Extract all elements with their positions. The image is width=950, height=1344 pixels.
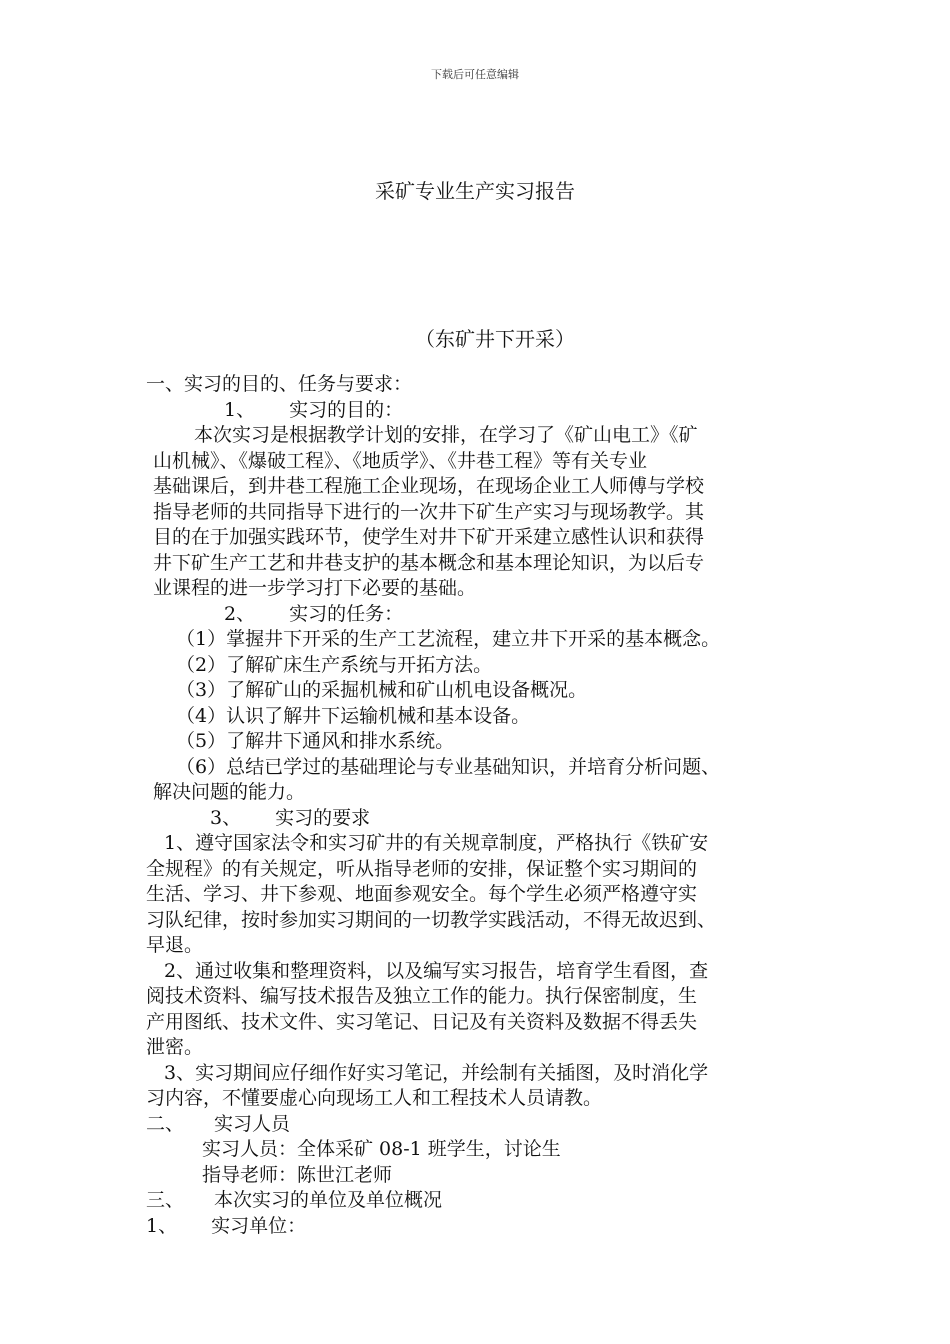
section2-heading — [146, 1112, 826, 1138]
section2-label: 实习人员 — [214, 1112, 291, 1135]
section3-label: 本次实习的单位及单位概况 — [214, 1189, 443, 1211]
requirement-line: 1、遵守国家法令和实习矿井的有关规章制度，严格执行《铁矿安 — [164, 832, 709, 854]
requirements-number: 3、 — [210, 806, 242, 829]
members-line: 实习人员：全体采矿 08-1 班学生，讨论生 — [202, 1138, 561, 1160]
purpose-number: 1、 — [224, 398, 256, 421]
requirement-line: 阅技术资料、编写技术报告及独立工作的能力。执行保密制度，生 — [146, 985, 698, 1007]
paragraph-line: 目的在于加强实践环节，使学生对井下矿开采建立感性认识和获得 — [153, 526, 705, 548]
paragraph-line: 指导老师的共同指导下进行的一次井下矿生产实习与现场教学。其 — [153, 500, 705, 523]
section3-heading — [146, 1188, 826, 1214]
tasks-heading — [146, 602, 826, 628]
paragraph-line: 井下矿生产工艺和井巷支护的基本概念和基本理论知识，为以后专 — [153, 551, 705, 574]
requirement-line: 习内容，不懂要虚心向现场工人和工程技术人员请教。 — [146, 1087, 603, 1109]
requirements-label: 实习的要求 — [275, 806, 371, 829]
section2-number: 二、 — [146, 1112, 185, 1135]
tasks-label: 实习的任务： — [289, 602, 404, 625]
paragraph-line: 业课程的进一步学习打下必要的基础。 — [153, 577, 477, 599]
task-item: （1）掌握井下开采的生产工艺流程，建立井下开采的基本概念。 — [176, 628, 721, 650]
requirement-line: 2、通过收集和整理资料，以及编写实习报告，培育学生看图，查 — [164, 959, 709, 982]
requirement-line: 生活、学习、井下参观、地面参观安全。每个学生必须严格遵守实 — [146, 883, 698, 905]
task-item: （5）了解井下通风和排水系统。 — [176, 730, 455, 752]
purpose-heading — [146, 398, 826, 424]
section3-sub-number: 1、 — [146, 1214, 178, 1237]
document-title: 采矿专业生产实习报告 — [375, 179, 575, 203]
tasks-number: 2、 — [224, 602, 256, 625]
requirement-line: 泄密。 — [146, 1036, 204, 1058]
paragraph-line: 基础课后，到井巷工程施工企业现场，在现场企业工人师傅与学校 — [153, 475, 705, 497]
task-item: （4）认识了解井下运输机械和基本设备。 — [176, 704, 531, 727]
requirement-line: 习队纪律，按时参加实习期间的一切教学实践活动，不得无故迟到、 — [146, 908, 717, 931]
task-item: （2）了解矿床生产系统与开拓方法。 — [176, 653, 493, 676]
requirements-heading — [146, 806, 826, 832]
section3-sub-heading — [146, 1214, 826, 1240]
task-item: （3）了解矿山的采掘机械和矿山机电设备概况。 — [176, 679, 588, 701]
requirement-line: 产用图纸、技术文件、实习笔记、日记及有关资料及数据不得丢失 — [146, 1010, 698, 1033]
paragraph-line: 山机械》、《爆破工程》、《地质学》、《井巷工程》等有关专业 — [153, 449, 648, 472]
requirement-line: 早退。 — [146, 934, 204, 956]
purpose-label: 实习的目的： — [289, 398, 404, 421]
section1-heading: 一、实习的目的、任务与要求： — [146, 373, 413, 395]
advisor-line: 指导老师：陈世江老师 — [202, 1163, 393, 1186]
paragraph-line: 本次实习是根据教学计划的安排，在学习了《矿山电工》《矿 — [194, 424, 698, 446]
requirement-line: 3、实习期间应仔细作好实习笔记，并绘制有关插图，及时消化学 — [164, 1061, 709, 1084]
task-item-continuation: 解决问题的能力。 — [153, 781, 306, 803]
document-body — [146, 372, 826, 1239]
section3-number: 三、 — [146, 1189, 185, 1211]
section3-sub-label: 实习单位： — [211, 1214, 307, 1237]
page-header-note: 下载后可任意编辑 — [431, 68, 519, 81]
document-subtitle: （东矿井下开采） — [415, 327, 575, 351]
task-item: （6）总结已学过的基础理论与专业基础知识，并培育分析问题、 — [176, 755, 721, 778]
requirement-line: 全规程》的有关规定，听从指导老师的安排，保证整个实习期间的 — [146, 857, 698, 880]
